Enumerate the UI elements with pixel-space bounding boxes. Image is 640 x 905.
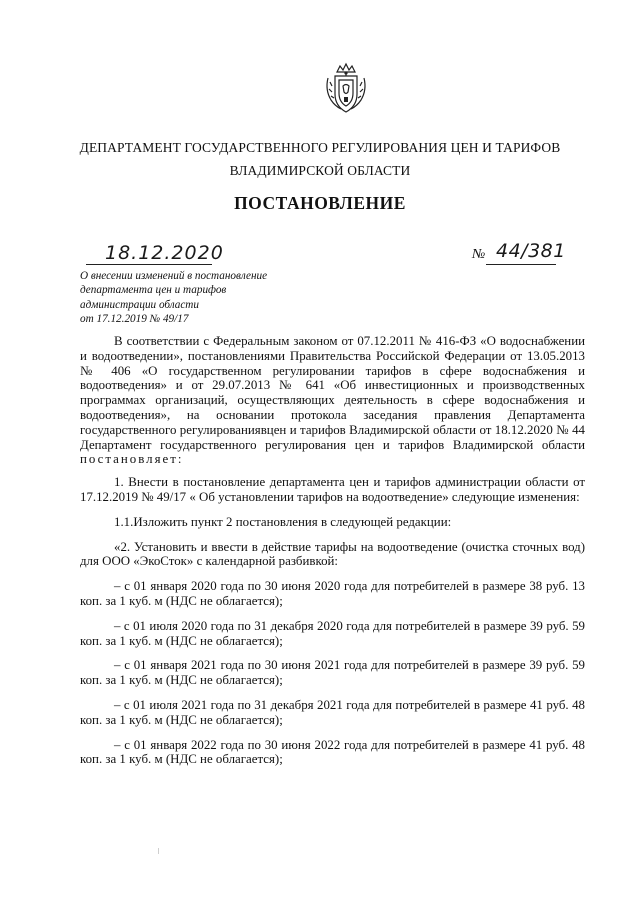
subject-line: О внесении изменений в постановление <box>80 270 268 282</box>
document-subject <box>80 269 320 326</box>
number-underline <box>486 264 556 265</box>
number-label: № <box>472 247 486 262</box>
item-2: «2. Установить и ввести в действие тарифы на водоотведение (очистка сточных вод) для ООО «ЭкоСток» с календарной разбивкой: <box>80 539 585 569</box>
document-title: ПОСТАНОВЛЕНИЕ <box>234 193 406 213</box>
tariff-line: – с 01 января 2021 года по 30 июня 2021 года для потребителей в размере 39 руб. 59 коп. за 1 куб. м (НДС не облагается); <box>80 658 585 688</box>
document-date: 18.12.2020 <box>105 242 224 264</box>
scan-mark <box>158 848 159 854</box>
document-body <box>80 334 585 767</box>
item-1: 1. Внести в постановление департамента цен и тарифов администрации области от 17.12.2019 № 49/17 « Об установлении тарифов на водоотведение» следующие изменения: <box>80 475 585 504</box>
subject-line: от 17.12.2019 № 49/17 <box>80 312 189 325</box>
department-name-line1: ДЕПАРТАМЕНТ ГОСУДАРСТВЕННОГО РЕГУЛИРОВАНИЯ ЦЕН И ТАРИФОВ <box>79 140 561 155</box>
tariff-line: – с 01 июля 2021 года по 31 декабря 2021 года для потребителей в размере 41 руб. 48 коп. за 1 куб. м (НДС не облагается); <box>80 697 585 727</box>
tariff-line: – с 01 января 2022 года по 30 июня 2022 года для потребителей в размере 41 руб. 48 коп. за 1 куб. м (НДС не облагается); <box>80 737 585 767</box>
tariff-line: – с 01 января 2020 года по 30 июня 2020 года для потребителей в размере 38 руб. 13 коп. за 1 куб. м (НДС не облагается); <box>80 579 585 608</box>
coat-of-arms-icon <box>323 62 369 116</box>
subject-line: администрации области <box>80 298 199 311</box>
subject-line: департамента цен и тарифов <box>80 284 227 297</box>
item-1-1: 1.1.Изложить пункт 2 постановления в следующей редакции: <box>114 514 452 529</box>
preamble-paragraph <box>80 334 585 467</box>
tariff-line: – с 01 июля 2020 года по 31 декабря 2020 года для потребителей в размере 39 руб. 59 коп. за 1 куб. м (НДС не облагается); <box>80 618 585 648</box>
document-number: 44/381 <box>496 240 566 262</box>
decree-word: постановляет: <box>80 452 184 467</box>
preamble-text: В соответствии с Федеральным законом от 07.12.2011 № 416-ФЗ «О водоснабжении и водоотведении», постановлениями Правительства Российской Федерации от 13.05.2013 № 406 «О государственном регулировании тарифов в сфере водоснабжения и водоотведения» и от 29.07.2013 № 641 «Об инвестиционных и производственных программах организаций, осуществляющих деятельность в сфере водоснабжения и водоотведения», на основании протокола заседания правления Департамента государственного регулированиявцен и тарифов Владимирской области от 18.12.2020 № 44 Департамент государственного регулирования цен и тарифов Владимирской области <box>80 334 585 452</box>
department-name-line2: ВЛАДИМИРСКОЙ ОБЛАСТИ <box>229 163 411 178</box>
date-underline <box>86 264 212 265</box>
